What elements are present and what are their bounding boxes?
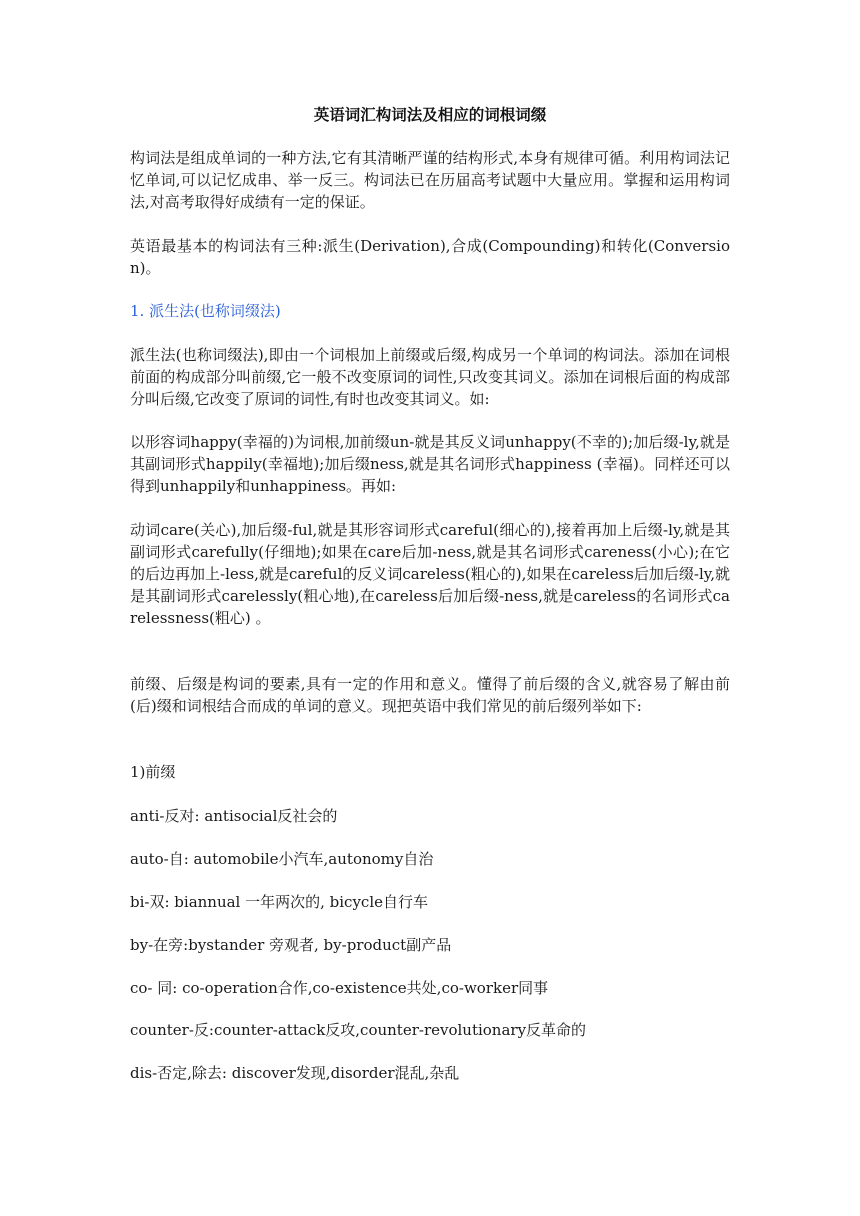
- paragraph-derivation-definition: 派生法(也称词缀法),即由一个词根加上前缀或后缀,构成另一个单词的构词法。添加在词根前面的构成部分叫前缀,它一般不改变原词的词性,只改变其词义。添加在词根后面的构成部分叫后缀,它改变了原词的词性,有时也改变其词义。如:: [130, 346, 730, 408]
- prefix-item: co- 同: co-operation合作,co-existence共处,co-worker同事: [130, 979, 549, 997]
- prefix-item: anti-反对: antisocial反社会的: [130, 807, 338, 825]
- prefix-item: bi-双: biannual 一年两次的, bicycle自行车: [130, 893, 429, 911]
- document-title: 英语词汇构词法及相应的词根词缀: [313, 106, 547, 124]
- paragraph-example-happy: 以形容词happy(幸福的)为词根,加前缀un-就是其反义词unhappy(不幸的);加后缀-ly,就是其副词形式happily(幸福地);加后缀ness,就是其名词形式happiness (幸福)。同样还可以得到unhappily和unhappiness。再如:: [130, 433, 730, 495]
- paragraph-example-care: 动词care(关心),加后缀-ful,就是其形容词形式careful(细心的),接着再加上后缀-ly,就是其副词形式carefully(仔细地);如果在care后加-ness,就是其名词形式careness(小心);在它的后边再加上-less,就是careful的反义词careless(粗心的),如果在careless后加后缀-ly,就是其副词形式carelessly(粗心地),在careless后加后缀-ness,就是careless的名词形式carelessness(粗心) 。: [130, 521, 730, 627]
- paragraph-intro: 构词法是组成单词的一种方法,它有其清晰严谨的结构形式,本身有规律可循。利用构词法记忆单词,可以记忆成串、举一反三。构词法已在历届高考试题中大量应用。掌握和运用构词法,对高考取得好成绩有一定的保证。: [130, 149, 730, 211]
- prefix-item: dis-否定,除去: discover发现,disorder混乱,杂乱: [130, 1064, 460, 1082]
- section-heading-link[interactable]: 1. 派生法(也称词缀法): [130, 302, 281, 320]
- paragraph-three-methods: 英语最基本的构词法有三种:派生(Derivation),合成(Compounding)和转化(Conversion)。: [130, 237, 730, 277]
- prefix-item: by-在旁:bystander 旁观者, by-product副产品: [130, 936, 452, 954]
- prefix-list-heading: 1)前缀: [130, 763, 176, 781]
- paragraph-affix-intro: 前缀、后缀是构词的要素,具有一定的作用和意义。懂得了前后缀的含义,就容易了解由前(后)缀和词根结合而成的单词的意义。现把英语中我们常见的前后缀列举如下:: [130, 675, 730, 715]
- prefix-item: counter-反:counter-attack反攻,counter-revolutionary反革命的: [130, 1021, 587, 1039]
- section-heading-derivation[interactable]: [130, 300, 730, 322]
- prefix-item: auto-自: automobile小汽车,autonomy自治: [130, 850, 434, 868]
